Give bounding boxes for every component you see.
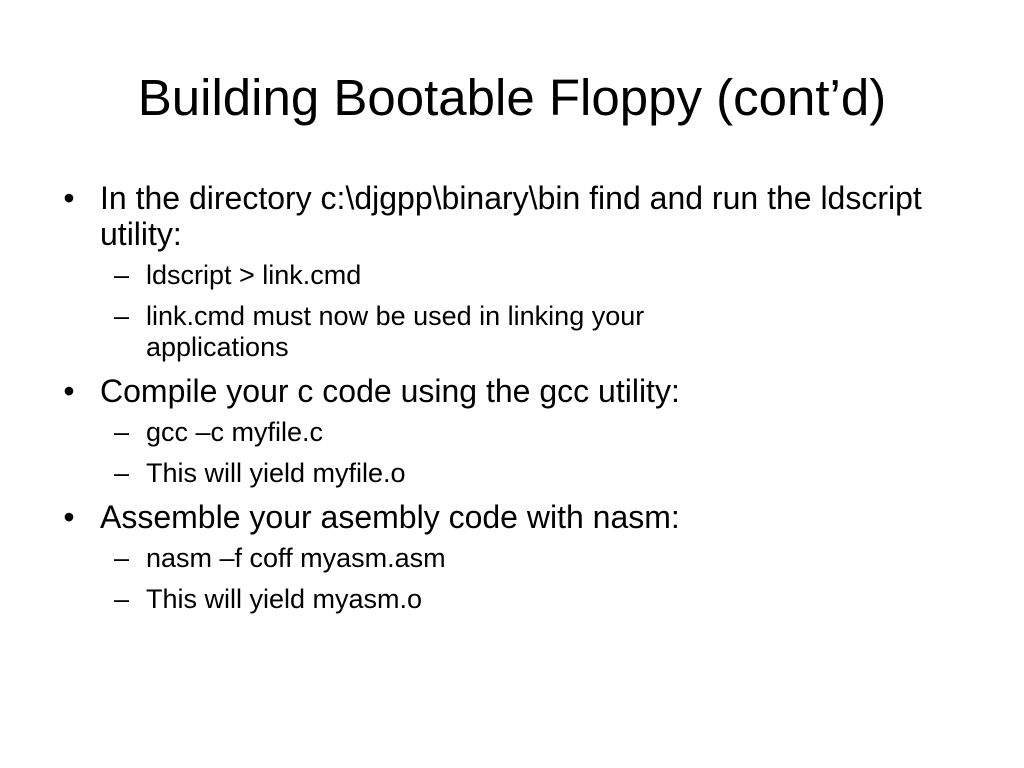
dash-icon: – bbox=[114, 584, 130, 614]
sub-list bbox=[100, 260, 958, 363]
dash-icon: – bbox=[114, 417, 130, 447]
sub-item bbox=[100, 458, 786, 489]
sub-item-text: This will yield myasm.o bbox=[146, 584, 423, 614]
bullet-text: In the directory c:\djgpp\binary\bin find and run the ldscript utility: bbox=[100, 180, 922, 252]
slide-title: Building Bootable Floppy (cont’d) bbox=[137, 69, 887, 126]
sub-item-text: ldscript > link.cmd bbox=[146, 260, 362, 290]
sub-list bbox=[100, 543, 958, 615]
sub-item bbox=[100, 584, 786, 615]
dash-icon: – bbox=[114, 301, 130, 331]
dash-icon: – bbox=[114, 458, 130, 488]
dash-icon: – bbox=[114, 543, 130, 573]
sub-item bbox=[100, 417, 786, 448]
bullet-item-directory bbox=[58, 180, 958, 363]
sub-item bbox=[100, 301, 786, 363]
sub-item-text: This will yield myfile.o bbox=[146, 458, 406, 488]
sub-list bbox=[100, 417, 958, 489]
dash-icon: – bbox=[114, 260, 130, 290]
sub-item bbox=[100, 543, 786, 574]
bullet-item-compile bbox=[58, 373, 958, 489]
bullet-text: Assemble your asembly code with nasm: bbox=[100, 499, 680, 535]
sub-item-text: nasm –f coff myasm.asm bbox=[146, 543, 446, 573]
bullet-item-assemble bbox=[58, 499, 958, 615]
sub-item-text: link.cmd must now be used in linking your applications bbox=[146, 301, 645, 362]
bullet-list bbox=[58, 180, 958, 625]
bullet-icon: • bbox=[63, 499, 75, 535]
bullet-icon: • bbox=[63, 180, 75, 216]
sub-item bbox=[100, 260, 786, 291]
sub-item-text: gcc –c myfile.c bbox=[146, 417, 324, 447]
bullet-text: Compile your c code using the gcc utility: bbox=[100, 373, 680, 409]
bullet-icon: • bbox=[63, 373, 75, 409]
